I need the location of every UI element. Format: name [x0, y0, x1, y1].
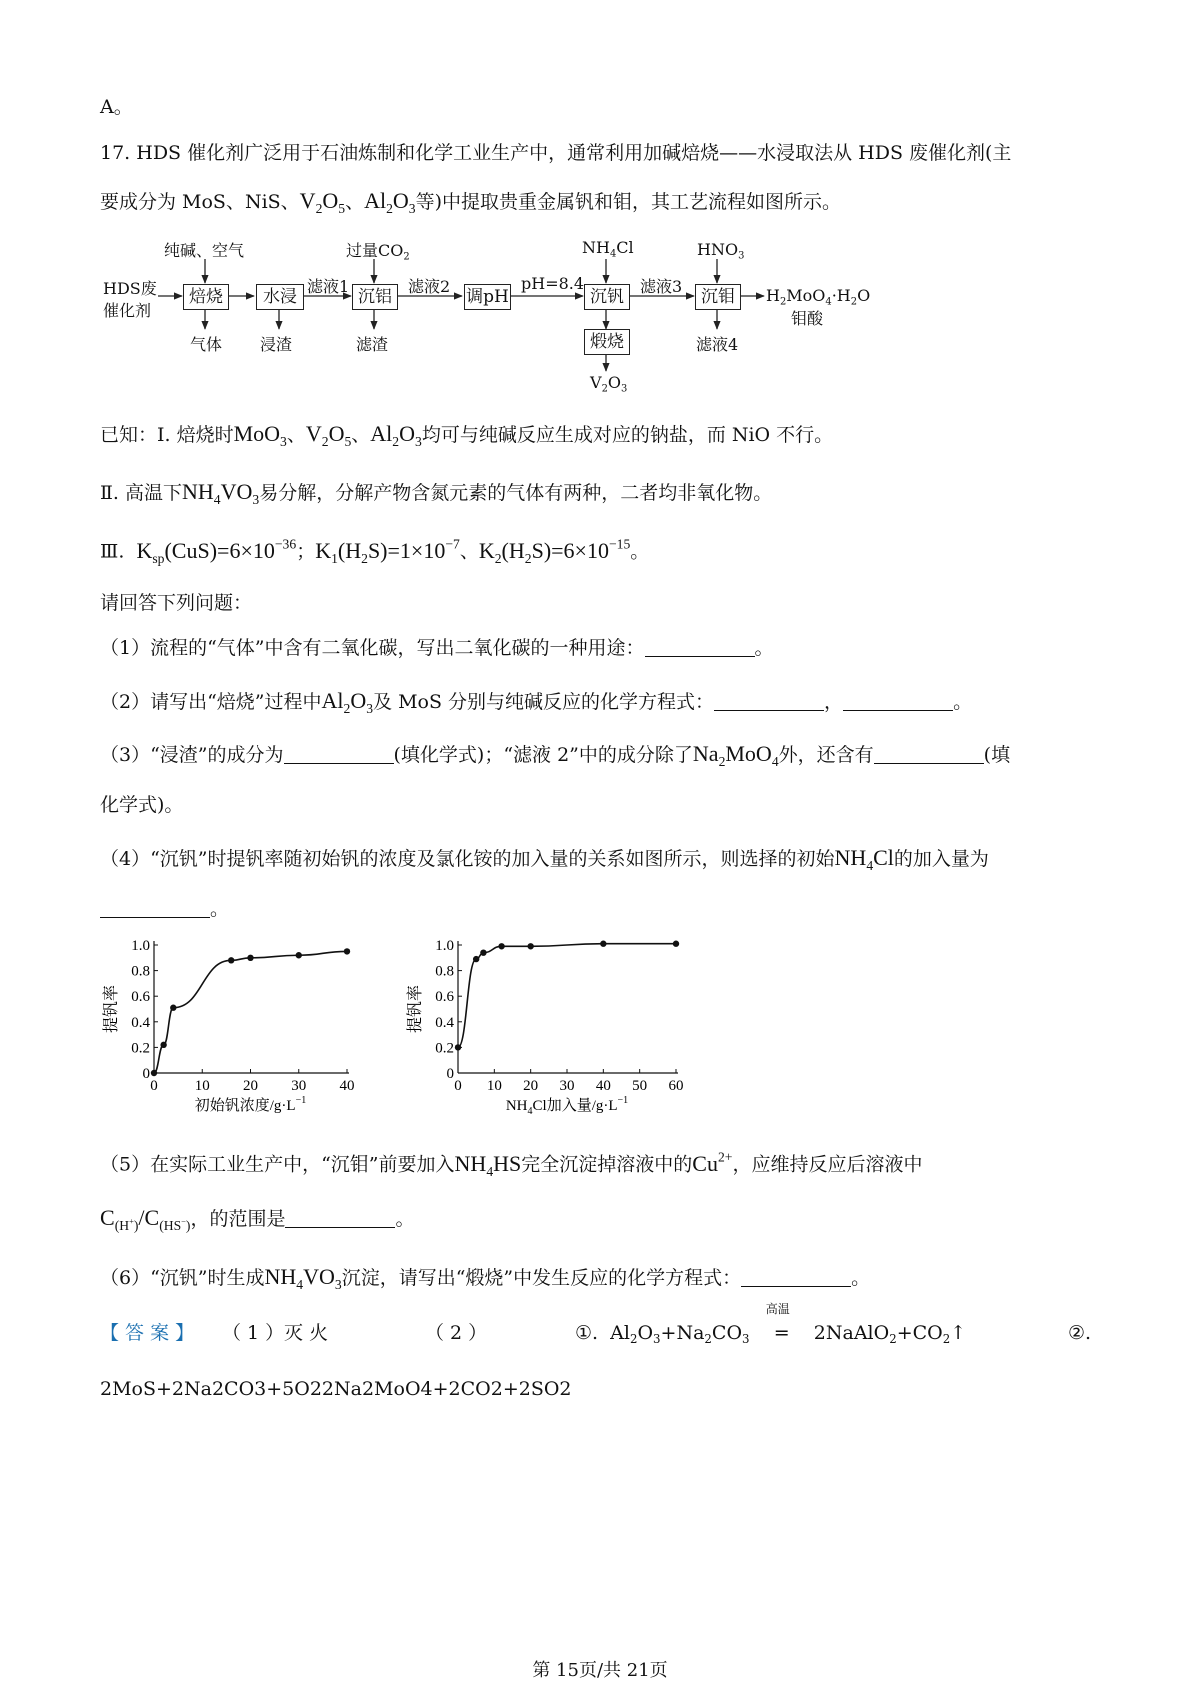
arrow-label-filtrate3: 滤液3 [640, 277, 683, 296]
output-filter-residue: 滤渣 [356, 335, 389, 354]
sub-question-5: （5）在实际工业生产中，“沉钼”前要加入$NH_4HS$完全沉淀掉溶液中的$Cu^{2+}$，应维持反应后溶液中 [100, 1149, 923, 1179]
y-tick-label: 0.4 [435, 1014, 454, 1031]
v-concentration-curve [154, 951, 347, 1073]
sub-question-5-cont: $C_{(H^+)}/C_{(HS^-)}$，的范围是 。 [100, 1205, 415, 1233]
product-name: 钼酸 [791, 309, 824, 328]
y-tick-label: 1.0 [435, 938, 454, 954]
v-concentration-point [151, 1070, 157, 1076]
previous-answer: A。 [100, 96, 133, 118]
x-tick-label: 50 [632, 1078, 648, 1094]
sub-question-6: （6）“沉钒”时生成$NH_4VO_3$沉淀，请写出“煅烧”中发生反应的化学方程式： 。 [100, 1264, 871, 1292]
v-concentration-point [160, 1042, 166, 1048]
x-axis-label: $NH_4Cl$加入量$/g\cdot L^{-1}$ [505, 1095, 629, 1115]
y-tick-label: 0.4 [131, 1014, 150, 1031]
step-roast: 焙烧 [183, 284, 229, 310]
condition-high-temp: 高温 [765, 1302, 790, 1316]
answer-label: 【 答 案 】 [100, 1322, 195, 1344]
sub-question-4-blank: 。 [100, 898, 229, 921]
sub-question-2: （2）请写出“焙烧”过程中$Al_2O_3$及 MoS 分别与纯碱反应的化学方程式： ， 。 [100, 688, 973, 716]
question-intro-line2: 要成分为 MoS、NiS、$V_2O_5$、$Al_2O_3$等)中提取贵重金属钒和钼，其工艺流程如图所示。 [100, 188, 842, 216]
y-tick-label: 0.2 [131, 1040, 150, 1057]
y-tick-label: 0.6 [435, 989, 454, 1006]
y-tick-label: 0.8 [131, 963, 150, 980]
y-tick-label: 0.8 [435, 963, 454, 980]
output-leach-residue: 浸渣 [260, 335, 293, 354]
chart-nh4cl-amount [398, 930, 718, 1115]
question-intro-line1: 17. HDS 催化剂广泛用于石油炼制和化学工业生产中，通常利用加碱焙烧——水浸取法从 HDS 废催化剂(主 [100, 142, 1012, 164]
sub-question-1: （1）流程的“气体”中含有二氧化碳，写出二氧化碳的一种用途： 。 [100, 637, 774, 660]
step-adjust-ph: 调pH [464, 284, 511, 310]
answer-part1-text: 灭 火 [284, 1322, 329, 1344]
y-tick-label: 0 [142, 1066, 150, 1082]
reagent-nh4cl: $NH_4Cl$ [582, 238, 634, 260]
nh4cl-amount-point [673, 941, 679, 947]
y-axis-label: 提钒率 [103, 984, 120, 1034]
v-concentration-point [296, 952, 302, 958]
nh4cl-amount-point [600, 941, 606, 947]
nh4cl-amount-point [498, 943, 504, 949]
answer-eq1: ①. $Al_2O_3+Na_2CO_3$ = 高温 $2NaAlO_2+CO_2↑$ [575, 1302, 967, 1347]
step-calcine: 煅烧 [584, 329, 630, 355]
v-concentration-point [170, 1005, 176, 1011]
step-mo-precip: 沉钼 [695, 284, 741, 310]
x-tick-label: 30 [291, 1078, 307, 1094]
output-gas: 气体 [190, 335, 223, 354]
sub-question-4: （4）“沉钒”时提钒率随初始钒的浓度及氯化铵的加入量的关系如图所示，则选择的初始$NH_4Cl$的加入量为 [100, 845, 989, 873]
arrow-label-ph: pH=8.4 [521, 274, 585, 293]
process-flow-diagram [0, 230, 1200, 400]
x-tick-label: 20 [523, 1078, 539, 1094]
output-v2o5: $V_2O_3$ [590, 373, 628, 395]
arrow-label-filtrate2: 滤液2 [408, 277, 451, 296]
answer-eq2: 2MoS+2Na2CO3+5O22Na2MoO4+2CO2+2SO2 [100, 1378, 572, 1400]
x-axis-label: 初始钒浓度$/g\cdot L^{-1}$ [194, 1095, 307, 1114]
x-tick-label: 0 [454, 1078, 462, 1094]
flow-start-line1: HDS废 [103, 279, 157, 298]
step-v-precip: 沉钒 [584, 284, 630, 310]
nh4cl-amount-curve [458, 944, 676, 1048]
y-tick-label: 0 [446, 1066, 454, 1082]
answer-part2-num: （ 2 ） [425, 1322, 488, 1344]
reagent-co2: 过量$CO_2$ [346, 241, 410, 263]
y-tick-label: 0.6 [131, 989, 150, 1006]
prompt: 请回答下列问题： [100, 592, 253, 614]
y-axis-label: 提钒率 [407, 984, 424, 1034]
answer-part1-num: （ 1 ） [222, 1322, 285, 1344]
x-tick-label: 60 [668, 1078, 684, 1094]
step-water-leach: 水浸 [256, 284, 304, 310]
chart-v-concentration [98, 930, 398, 1115]
x-tick-label: 10 [486, 1078, 502, 1094]
x-tick-label: 0 [150, 1078, 158, 1094]
nh4cl-amount-point [455, 1044, 461, 1050]
x-tick-label: 10 [194, 1078, 210, 1094]
nh4cl-amount-point [527, 943, 533, 949]
nh4cl-amount-point [480, 949, 486, 955]
x-tick-label: 30 [559, 1078, 575, 1094]
y-tick-label: 0.2 [435, 1040, 454, 1057]
x-tick-label: 20 [243, 1078, 258, 1094]
step-al-precip: 沉铝 [352, 284, 398, 310]
v-concentration-point [247, 955, 253, 961]
sub-question-3: （3）“浸渣”的成分为 (填化学式)；“滤液 2”中的成分除了$Na_2MoO_4$外，还含有 (填 [100, 741, 1011, 769]
product-formula: $H_2MoO_4\cdot H_2O$ [766, 286, 871, 308]
reagent-hno3: $HNO_3$ [697, 240, 745, 262]
flow-start-line2: 催化剂 [103, 301, 152, 320]
known-3: Ⅲ. $K_{sp}(CuS)=6\times 10^{-36}$；$K_1(H_2S)=1\times 10^{-7}$、$K_2(H_2S)=6\times 10^{-15}$。 [100, 536, 650, 566]
answer-eq2-num: ②. [1068, 1322, 1092, 1344]
output-filtrate4: 滤液4 [696, 335, 739, 354]
x-tick-label: 40 [339, 1078, 355, 1094]
sub-question-3-cont: 化学式)。 [100, 794, 184, 816]
v-concentration-point [228, 957, 234, 963]
page-footer: 第 15页/共 21页 [532, 1660, 668, 1681]
arrow-label-filtrate1: 滤液1 [307, 277, 350, 296]
y-tick-label: 1.0 [131, 938, 150, 954]
nh4cl-amount-point [473, 956, 479, 962]
known-1: 已知：Ⅰ. 焙烧时MoO$_3$、$V_2O_5$、$Al_2O_3$均可与纯碱反应生成对应的钠盐，而 NiO 不行。 [100, 421, 834, 449]
v-concentration-point [344, 948, 350, 954]
reagent-soda-air: 纯碱、空气 [164, 241, 245, 260]
x-tick-label: 40 [595, 1078, 611, 1094]
known-2: Ⅱ. 高温下$NH_4VO_3$易分解，分解产物含氮元素的气体有两种，二者均非氧化物。 [100, 479, 773, 507]
